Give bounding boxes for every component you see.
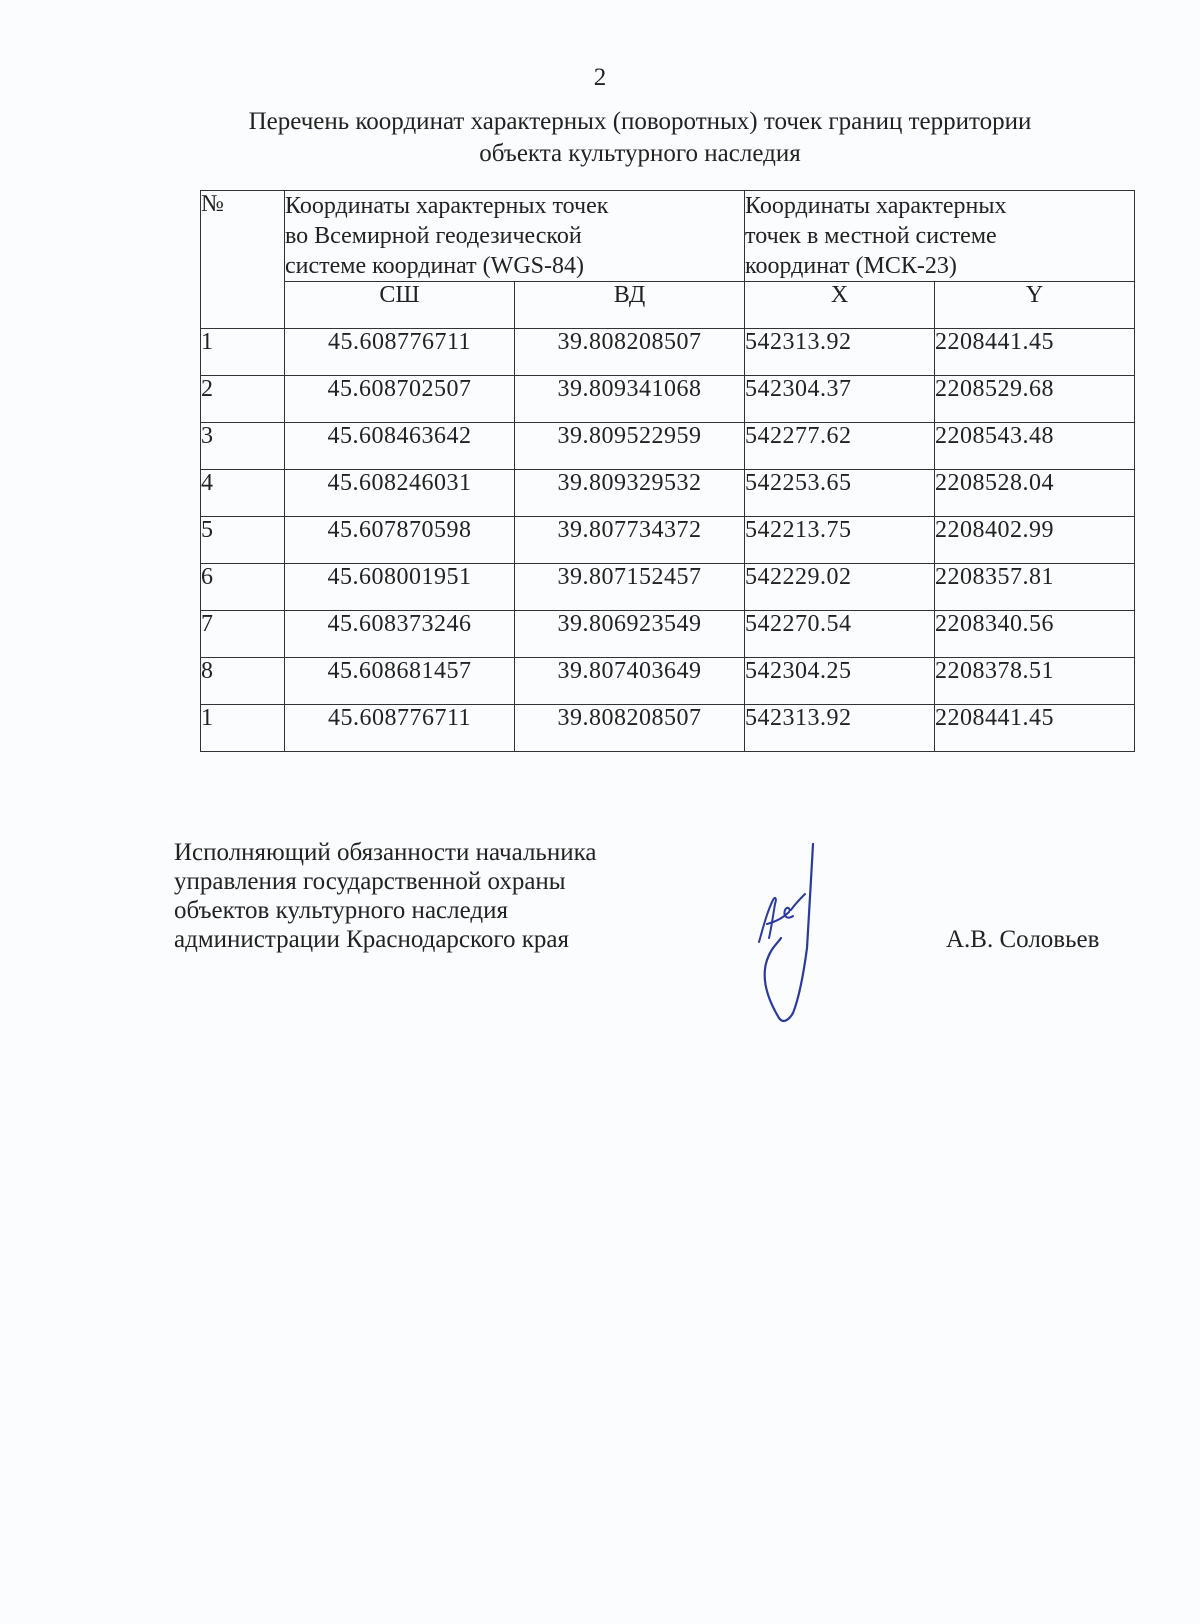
x-cell: 542277.62 [745, 423, 935, 470]
table-row [201, 658, 1135, 705]
wgs84-header-line: во Всемирной геодезической [285, 223, 582, 249]
x-cell: 542304.37 [745, 376, 935, 423]
coordinates-table [200, 190, 1135, 752]
y-cell: 2208402.99 [935, 517, 1135, 564]
point-number: 2 [201, 376, 285, 423]
y-column-header: Y [935, 282, 1135, 329]
latitude-column-header: СШ [285, 282, 515, 329]
x-cell: 542229.02 [745, 564, 935, 611]
point-number: 8 [201, 658, 285, 705]
point-number: 4 [201, 470, 285, 517]
latitude-cell: 45.608463642 [285, 423, 515, 470]
longitude-cell: 39.807734372 [515, 517, 745, 564]
signatory-position [174, 838, 596, 954]
msk23-header-line: точек в местной системе [745, 223, 997, 249]
point-number: 1 [201, 329, 285, 376]
latitude-cell: 45.608246031 [285, 470, 515, 517]
point-number: 7 [201, 611, 285, 658]
table-row [201, 329, 1135, 376]
longitude-cell: 39.808208507 [515, 329, 745, 376]
x-column-header: X [745, 282, 935, 329]
msk23-group-header [745, 191, 1135, 282]
y-cell: 2208357.81 [935, 564, 1135, 611]
y-cell: 2208543.48 [935, 423, 1135, 470]
longitude-column-header: ВД [515, 282, 745, 329]
longitude-cell: 39.809522959 [515, 423, 745, 470]
signatory-position-line: управления государственной охраны [174, 868, 566, 895]
table-row [201, 376, 1135, 423]
point-number: 5 [201, 517, 285, 564]
msk23-header-line: Координаты характерных [745, 193, 1007, 219]
table-row [201, 705, 1135, 752]
latitude-cell: 45.607870598 [285, 517, 515, 564]
latitude-cell: 45.608702507 [285, 376, 515, 423]
latitude-cell: 45.608373246 [285, 611, 515, 658]
point-number: 3 [201, 423, 285, 470]
x-cell: 542213.75 [745, 517, 935, 564]
table-row [201, 517, 1135, 564]
y-cell: 2208441.45 [935, 705, 1135, 752]
signatory-position-line: объектов культурного наследия [174, 897, 508, 924]
signatory-position-line: Исполняющий обязанности начальника [174, 839, 597, 866]
x-cell: 542304.25 [745, 658, 935, 705]
document-title-line: объекта культурного наследия [479, 140, 801, 167]
x-cell: 542313.92 [745, 329, 935, 376]
signatory-name: А.В. Соловьев [946, 926, 1100, 953]
number-column-header: № [201, 191, 285, 329]
handwritten-signature [755, 838, 855, 1028]
x-cell: 542270.54 [745, 611, 935, 658]
latitude-cell: 45.608776711 [285, 329, 515, 376]
table-row [201, 423, 1135, 470]
longitude-cell: 39.809329532 [515, 470, 745, 517]
latitude-cell: 45.608001951 [285, 564, 515, 611]
document-title-line: Перечень координат характерных (поворотных) точек границ территории [248, 108, 1032, 135]
table-row [201, 470, 1135, 517]
y-cell: 2208528.04 [935, 470, 1135, 517]
x-cell: 542253.65 [745, 470, 935, 517]
x-cell: 542313.92 [745, 705, 935, 752]
y-cell: 2208441.45 [935, 329, 1135, 376]
document-title [150, 106, 1130, 170]
table-row [201, 564, 1135, 611]
page-number: 2 [593, 64, 607, 91]
y-cell: 2208378.51 [935, 658, 1135, 705]
wgs84-group-header [285, 191, 745, 282]
table-row [201, 611, 1135, 658]
wgs84-header-line: системе координат (WGS-84) [285, 253, 584, 279]
y-cell: 2208340.56 [935, 611, 1135, 658]
msk23-header-line: координат (МСК-23) [745, 253, 957, 279]
wgs84-header-line: Координаты характерных точек [285, 193, 609, 219]
point-number: 6 [201, 564, 285, 611]
longitude-cell: 39.807152457 [515, 564, 745, 611]
longitude-cell: 39.808208507 [515, 705, 745, 752]
longitude-cell: 39.807403649 [515, 658, 745, 705]
y-cell: 2208529.68 [935, 376, 1135, 423]
point-number: 1 [201, 705, 285, 752]
longitude-cell: 39.806923549 [515, 611, 745, 658]
longitude-cell: 39.809341068 [515, 376, 745, 423]
latitude-cell: 45.608776711 [285, 705, 515, 752]
latitude-cell: 45.608681457 [285, 658, 515, 705]
signatory-position-line: администрации Краснодарского края [174, 926, 570, 953]
